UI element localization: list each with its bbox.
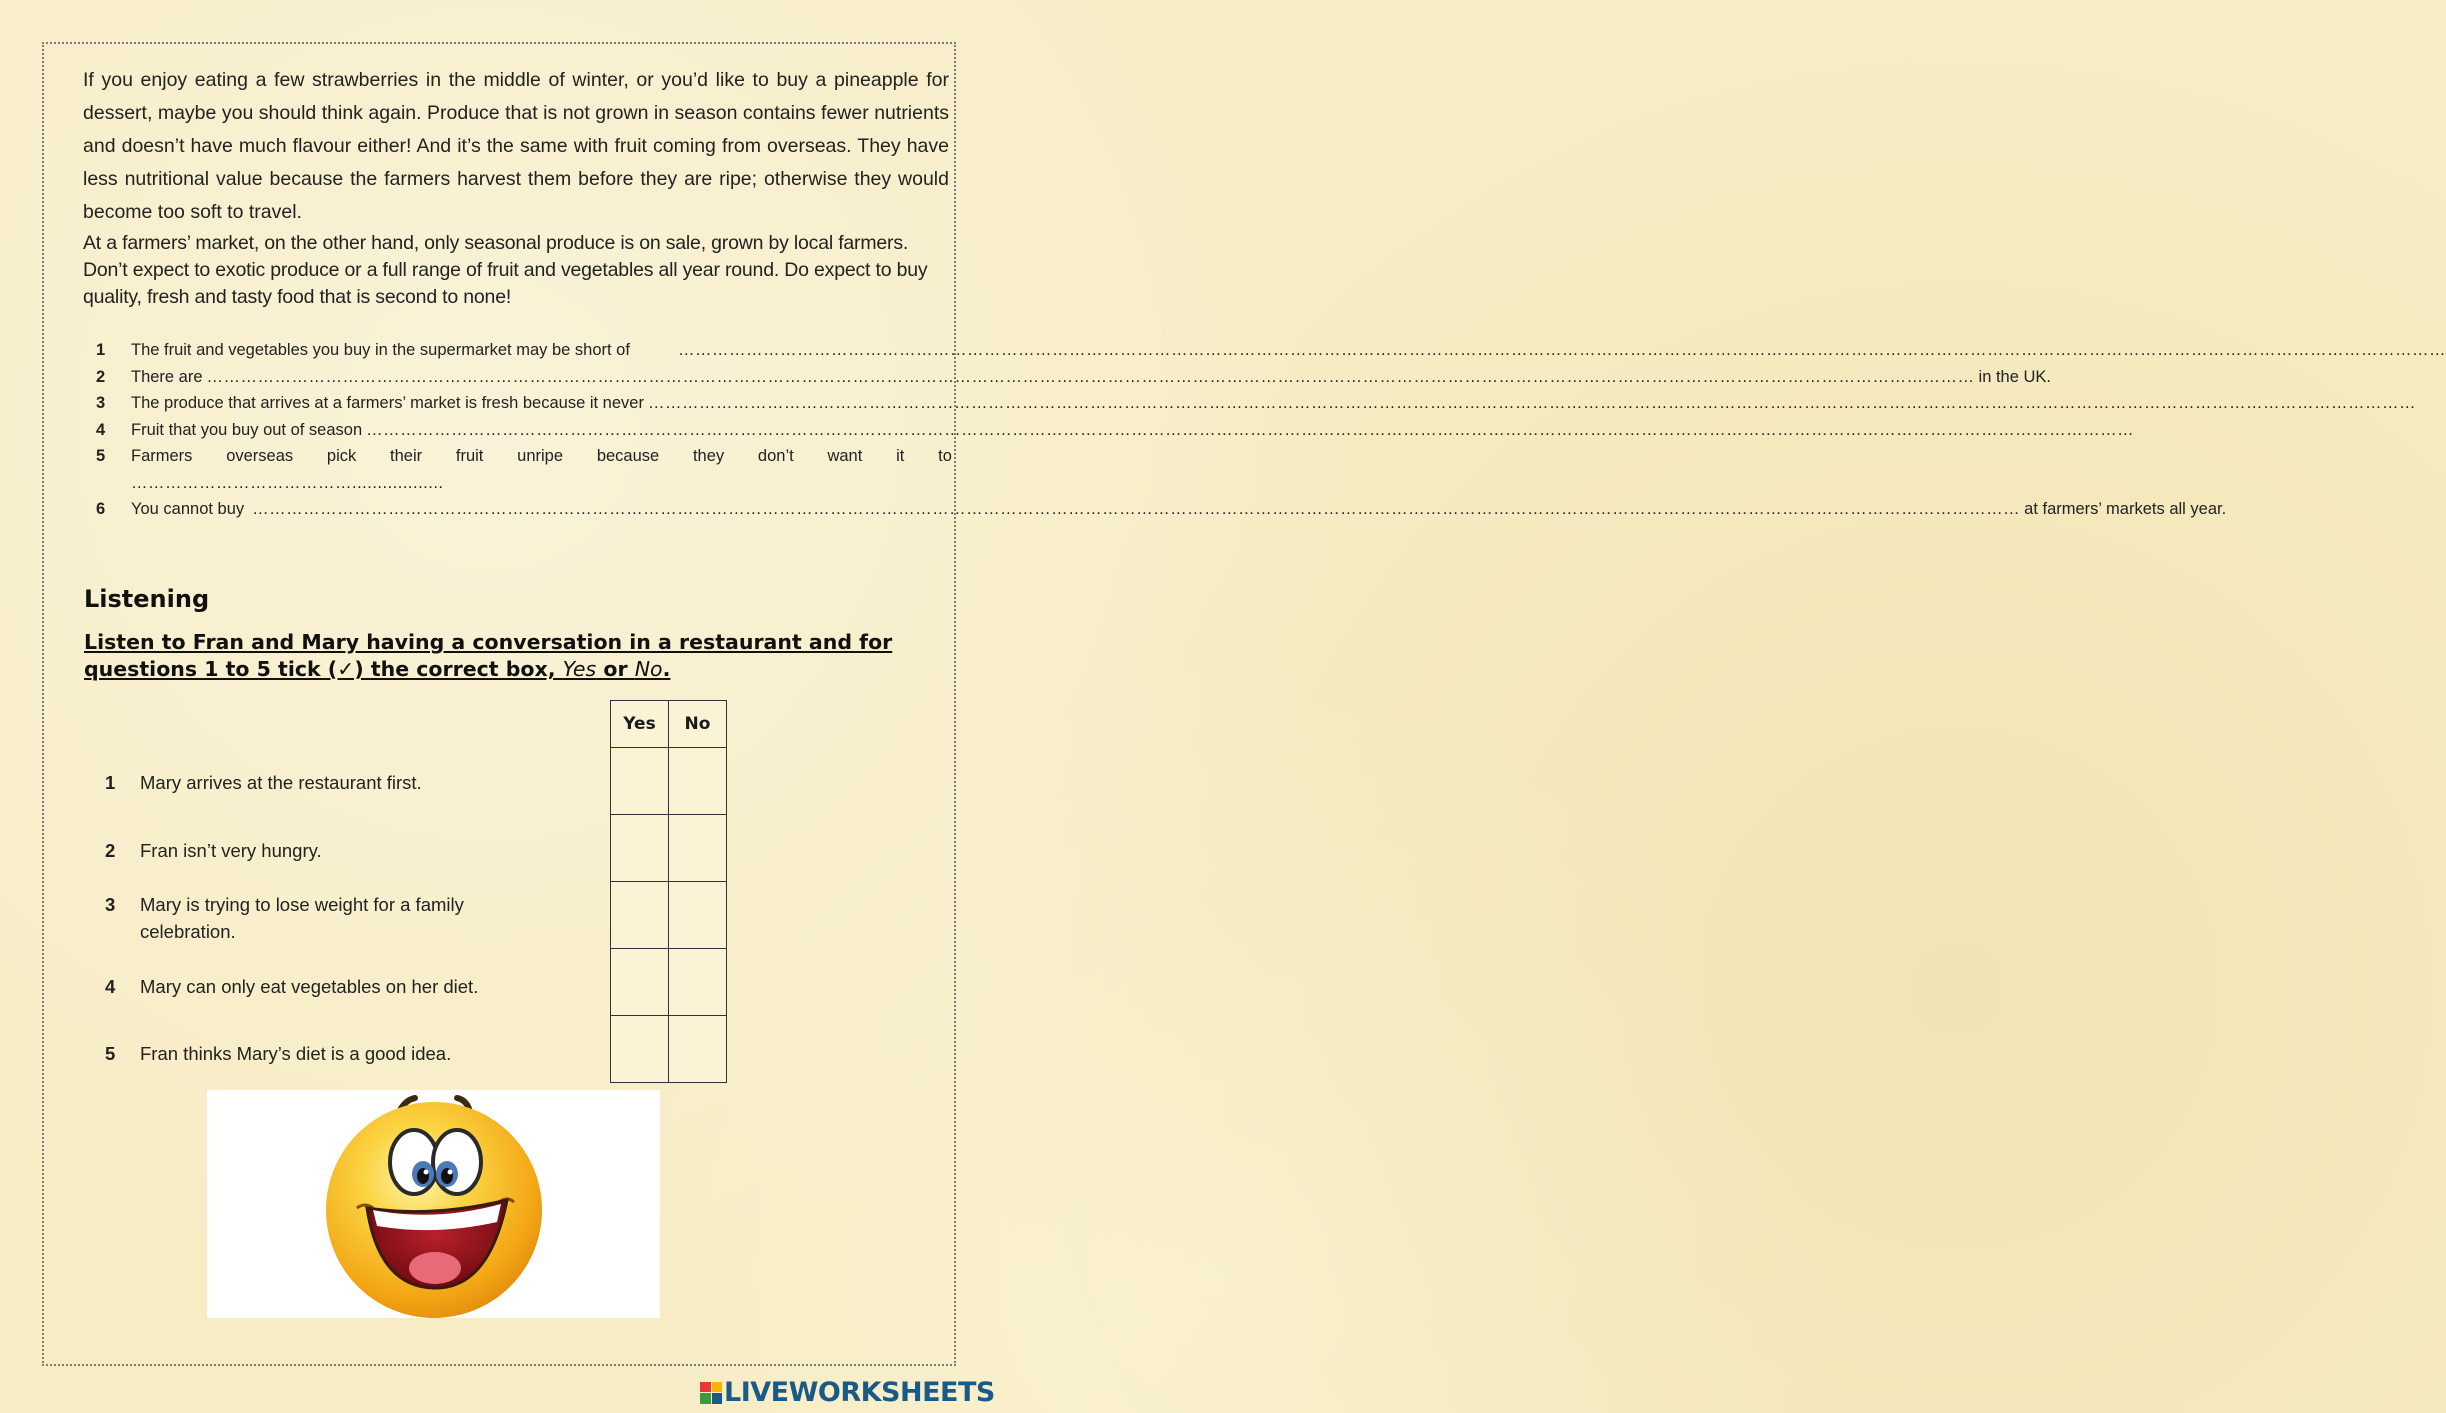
listening-item-3 xyxy=(105,891,510,945)
question-3 xyxy=(96,394,2416,421)
answer-blank[interactable]: …………………………………………………………………………………………………………………………………………………………………………………………………………………………………………………………………………………… xyxy=(252,499,2021,518)
item-number: 5 xyxy=(105,1043,116,1064)
question-number: 4 xyxy=(96,420,106,439)
yes-box-2[interactable] xyxy=(611,815,669,882)
laughing-emoji-icon xyxy=(207,1090,660,1318)
question-text: The fruit and vegetables you buy in the supermarket may be short of xyxy=(131,341,630,359)
liveworksheets-logo-icon xyxy=(700,1382,722,1404)
yes-box-5[interactable] xyxy=(611,1016,669,1083)
emoji-picture xyxy=(207,1090,660,1318)
item-number: 4 xyxy=(105,976,116,997)
item-number: 3 xyxy=(105,894,116,915)
answer-blank[interactable]: ………………………………….................. xyxy=(131,473,444,492)
question-number: 5 xyxy=(96,447,106,465)
answer-blank[interactable]: …………………………………………………………………………………………………………………………………………………………………………………………………………………………………………………………………………………… xyxy=(206,367,1975,386)
item-text: Fran isn’t very hungry. xyxy=(140,840,322,861)
table-row xyxy=(611,1016,727,1083)
question-number: 2 xyxy=(96,367,106,386)
listening-item-2 xyxy=(105,837,520,864)
word: don’t xyxy=(757,447,794,465)
question-text: There are xyxy=(131,367,203,386)
yes-box-4[interactable] xyxy=(611,949,669,1016)
question-5-continuation xyxy=(96,474,952,500)
instruction-or: or xyxy=(603,657,628,681)
listening-item-5 xyxy=(105,1040,520,1067)
yes-no-table xyxy=(610,700,727,1083)
item-number: 2 xyxy=(105,840,116,861)
question-1 xyxy=(96,341,2446,368)
listening-heading: Listening xyxy=(84,585,210,613)
question-number: 6 xyxy=(96,499,106,518)
question-text: The produce that arrives at a farmers’ market is fresh because it never xyxy=(131,394,644,412)
item-text: Mary can only eat vegetables on her diet. xyxy=(140,976,479,997)
yes-column-header: Yes xyxy=(611,701,669,748)
instruction-end: . xyxy=(662,657,671,681)
question-number: 3 xyxy=(96,394,106,412)
word: they xyxy=(692,447,725,465)
listening-item-1 xyxy=(105,769,520,796)
no-box-4[interactable] xyxy=(669,949,727,1016)
word: it xyxy=(896,447,905,465)
word: overseas xyxy=(226,447,294,465)
instruction-yes: Yes xyxy=(562,657,597,681)
item-number: 1 xyxy=(105,772,116,793)
word: pick xyxy=(326,447,357,465)
table-row xyxy=(611,949,727,1016)
question-text: Fruit that you buy out of season xyxy=(131,420,363,439)
listening-instructions xyxy=(84,629,944,683)
no-column-header: No xyxy=(669,701,727,748)
table-row xyxy=(611,815,727,882)
no-box-1[interactable] xyxy=(669,748,727,815)
item-text: Mary arrives at the restaurant first. xyxy=(140,772,422,793)
table-header-row xyxy=(611,701,727,748)
question-6 xyxy=(96,499,2227,527)
instruction-no: No xyxy=(634,657,663,681)
question-number: 1 xyxy=(96,341,106,359)
answer-blank[interactable]: …………………………………………………………………………………………………………………………………………………………………………………………………………………………………………………………………………………… xyxy=(647,394,2416,412)
word: want xyxy=(827,447,863,465)
question-4 xyxy=(96,420,2135,448)
word: to xyxy=(938,447,952,465)
yes-box-3[interactable] xyxy=(611,882,669,949)
reading-questions xyxy=(96,341,2446,526)
reading-paragraph-2: At a farmers’ market, on the other hand, only seasonal produce is on sale, grown by local farmers. Don’t expect to exotic produce or a full range of fruit and vegetables all year round. Do expect to buy quality, fresh and tasty food that is second to none! xyxy=(83,232,928,308)
table-row xyxy=(611,748,727,815)
question-text-after: in the UK. xyxy=(1978,367,2052,386)
question-text: You cannot buy xyxy=(131,499,245,518)
question-5 xyxy=(96,447,952,474)
table-row xyxy=(611,882,727,949)
no-box-5[interactable] xyxy=(669,1016,727,1083)
word: because xyxy=(596,447,660,465)
no-box-2[interactable] xyxy=(669,815,727,882)
word: unripe xyxy=(517,447,564,465)
item-text: Fran thinks Mary’s diet is a good idea. xyxy=(140,1043,452,1064)
answer-blank[interactable]: …………………………………………………………………………………………………………………………………………………………………………………………………………………………………………………………………………………… xyxy=(677,341,2446,359)
word: Farmers xyxy=(131,447,193,465)
listening-item-4 xyxy=(105,973,520,1000)
question-text-after: at farmers’ markets all year. xyxy=(2024,499,2227,518)
word: fruit xyxy=(455,447,484,465)
no-box-3[interactable] xyxy=(669,882,727,949)
reading-paragraph-1: If you enjoy eating a few strawberries in the middle of winter, or you’d like to buy a pineapple for dessert, maybe you should think again. Produce that is not grown in season contains fewer nutrients and doesn’t have much flavour either! And it’s the same with fruit coming from overseas. They have less nutritional value because the farmers harvest them before they are ripe; otherwise they would become too soft to travel. xyxy=(83,69,949,223)
item-text: Mary is trying to lose weight for a family celebration. xyxy=(140,894,464,942)
word: their xyxy=(390,447,423,465)
instruction-text: Listen to Fran and Mary having a conversation in a restaurant and for questions 1 to 5 tick (✓) the correct box, xyxy=(84,630,893,681)
question-2 xyxy=(96,367,2052,395)
question-text xyxy=(131,447,952,466)
liveworksheets-logo[interactable] xyxy=(700,1377,995,1408)
yes-box-1[interactable] xyxy=(611,748,669,815)
logo-text: LIVEWORKSHEETS xyxy=(724,1377,995,1408)
answer-blank[interactable]: …………………………………………………………………………………………………………………………………………………………………………………………………………………………………………………………………………………… xyxy=(366,420,2135,439)
